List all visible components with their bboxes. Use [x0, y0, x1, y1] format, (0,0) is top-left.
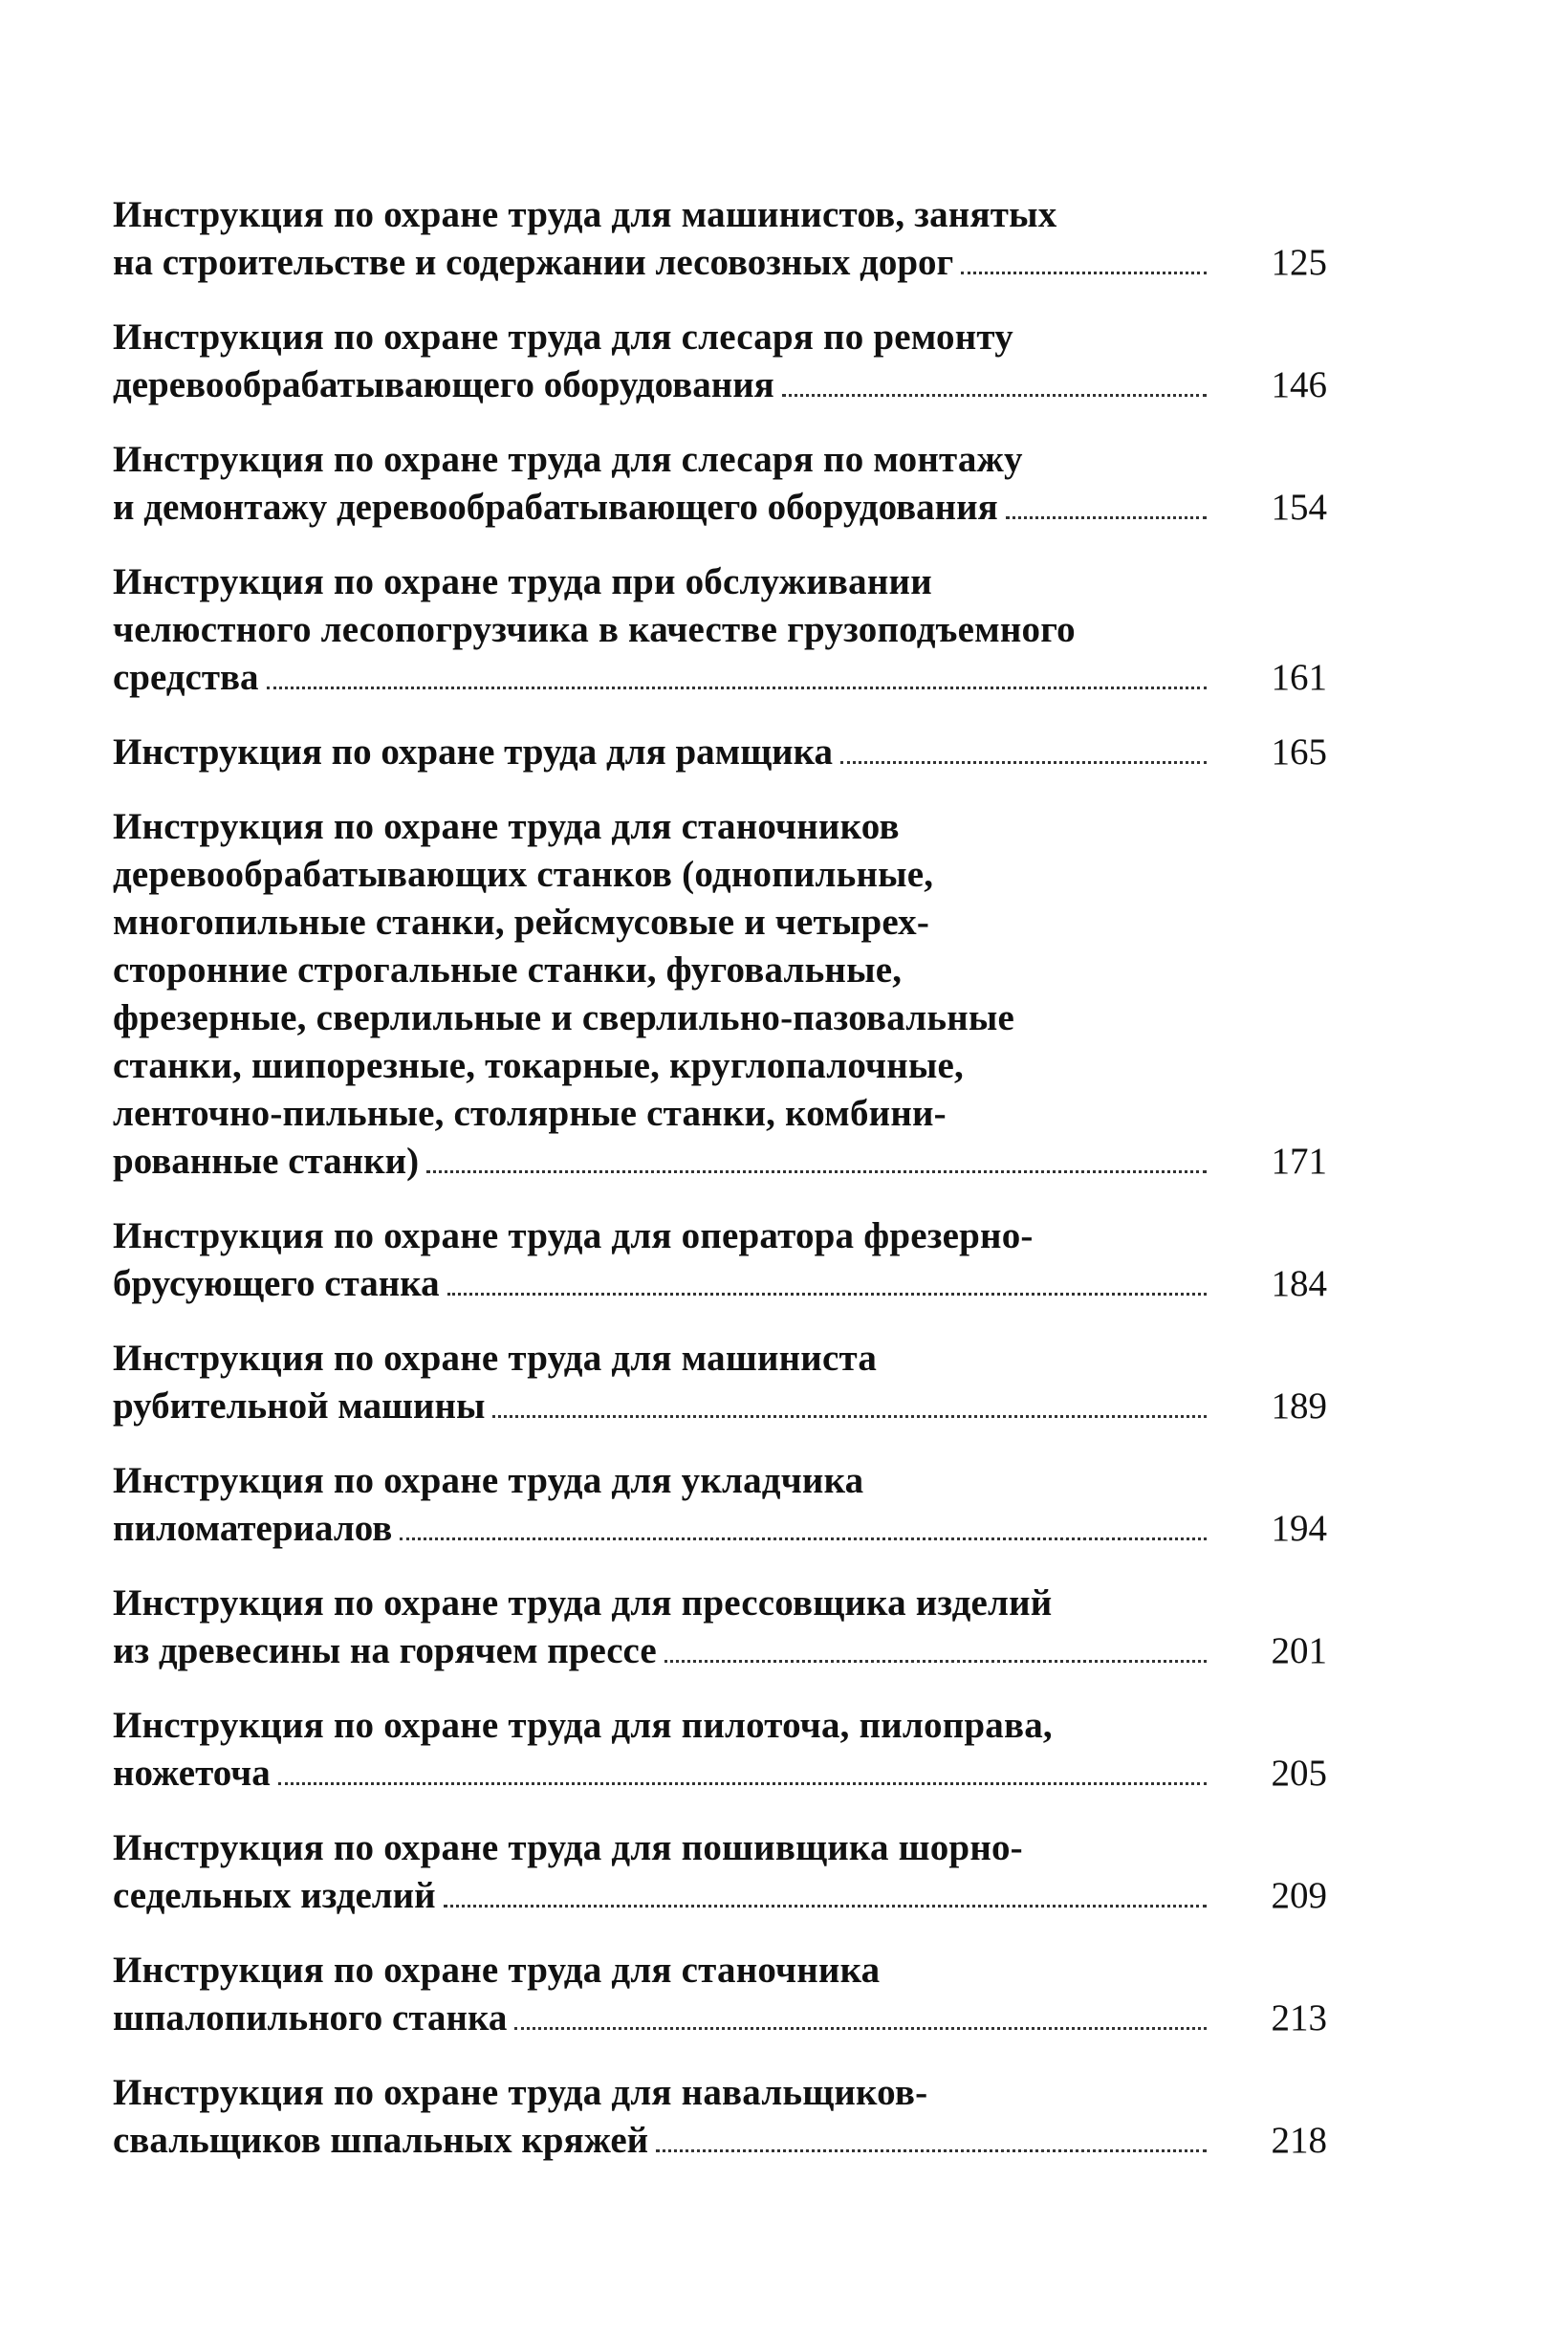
dot-leader [278, 1781, 1207, 1785]
toc-entry-title-line: ленточно-пильные, столярные станки, комбини- [113, 1093, 947, 1134]
toc-page-number: 171 [1271, 1141, 1327, 1182]
toc-entry-title-line: средства [113, 657, 259, 698]
toc-entry-title-line: Инструкция по охране труда для слесаря по монтажу [113, 439, 1023, 480]
toc-entry-title-line: пиломатериалов [113, 1508, 393, 1549]
toc-entry-title-line: Инструкция по охране труда для пилоточа, пилоправа, [113, 1705, 1053, 1746]
toc-entry[interactable] [113, 1457, 1327, 1553]
toc-entry-last-line [113, 1260, 1212, 1308]
toc-entry-title-line: Инструкция по охране труда для навальщиков- [113, 2072, 928, 2113]
toc-entry-last-line [113, 1872, 1212, 1920]
toc-entry-last-line [113, 2117, 1212, 2165]
dot-leader [782, 393, 1207, 397]
toc-entry-title-line: седельных изделий [113, 1875, 436, 1916]
toc-entry-last-line [113, 239, 1212, 287]
toc-entry-last-line [113, 1138, 1212, 1186]
dot-leader [444, 1904, 1207, 1908]
toc-entry[interactable] [113, 1212, 1327, 1308]
dot-leader [447, 1292, 1207, 1296]
toc-entry[interactable] [113, 1702, 1327, 1798]
dot-leader [492, 1414, 1207, 1418]
toc-entry-title-line: на строительстве и содержании лесовозных дорог [113, 242, 954, 283]
toc-entry-last-line [113, 484, 1212, 532]
dot-leader [1006, 515, 1207, 519]
toc-entry-title-line: шпалопильного станка [113, 1997, 508, 2039]
toc-entry[interactable] [113, 729, 1327, 776]
toc-entry-last-line [113, 361, 1212, 409]
toc-entry-last-line [113, 1505, 1212, 1553]
toc-entry-last-line [113, 1750, 1212, 1798]
toc-page-number: 201 [1271, 1630, 1327, 1671]
toc-entry[interactable] [113, 314, 1327, 409]
toc-entry-title-line: Инструкция по охране труда для оператора фрезерно- [113, 1215, 1034, 1256]
toc-entry[interactable] [113, 1580, 1327, 1675]
toc-entry-title-line: рубительной машины [113, 1385, 486, 1427]
toc-entry-last-line [113, 1995, 1212, 2042]
dot-leader [267, 686, 1207, 689]
toc-entry-title-line: Инструкция по охране труда для машинистов, занятых [113, 194, 1057, 235]
dot-leader [514, 2026, 1207, 2030]
toc-entry-title-line: из древесины на горячем прессе [113, 1630, 657, 1671]
toc-entry-last-line [113, 1383, 1212, 1430]
toc-entry-title-line: фрезерные, сверлильные и сверлильно-пазовальные [113, 997, 1015, 1038]
dot-leader [400, 1537, 1207, 1540]
toc-entry-title-line: Инструкция по охране труда для прессовщика изделий [113, 1582, 1053, 1624]
toc-entry-title-line: и демонтажу деревообрабатывающего оборудования [113, 487, 998, 528]
toc-entry-title-line: Инструкция по охране труда для укладчика [113, 1460, 864, 1501]
toc-entry[interactable] [113, 803, 1327, 1186]
toc-entry-title-line: Инструкция по охране труда для слесаря по ремонту [113, 316, 1013, 358]
dot-leader [840, 760, 1207, 764]
toc-page-number: 205 [1271, 1753, 1327, 1794]
toc-entry-title-line: станки, шипорезные, токарные, круглопалочные, [113, 1045, 964, 1086]
toc-entry[interactable] [113, 191, 1327, 287]
toc-page-number: 165 [1271, 731, 1327, 773]
toc-entry-title-line: Инструкция по охране труда для станочника [113, 1950, 881, 1991]
toc-entry-title-line: рованные станки) [113, 1141, 420, 1182]
toc-page-number: 125 [1271, 242, 1327, 283]
toc-entry-title-line: сторонние строгальные станки, фуговальные, [113, 949, 903, 991]
dot-leader [961, 271, 1207, 274]
toc-entry-title-line: Инструкция по охране труда для пошивщика шорно- [113, 1827, 1023, 1868]
toc-entry[interactable] [113, 1824, 1327, 1920]
table-of-contents [113, 191, 1327, 2191]
toc-entry[interactable] [113, 558, 1327, 702]
toc-entry-title-line: Инструкция по охране труда при обслуживании [113, 561, 932, 602]
toc-entry[interactable] [113, 1947, 1327, 2042]
toc-entry[interactable] [113, 1335, 1327, 1430]
toc-page-number: 161 [1271, 657, 1327, 698]
toc-page-number: 184 [1271, 1263, 1327, 1304]
toc-entry[interactable] [113, 436, 1327, 532]
dot-leader [664, 1659, 1207, 1663]
toc-entry-title-line: Инструкция по охране труда для рамщика [113, 731, 833, 773]
toc-entry-title-line: брусующего станка [113, 1263, 440, 1304]
dot-leader [656, 2148, 1207, 2152]
toc-entry-title-line: деревообрабатывающих станков (однопильные, [113, 854, 934, 895]
toc-entry-title-line: ножеточа [113, 1753, 271, 1794]
toc-entry-title-line: многопильные станки, рейсмусовые и четырех- [113, 902, 930, 943]
toc-entry-last-line [113, 654, 1212, 702]
toc-entry-title-line: челюстного лесопогрузчика в качестве грузоподъемного [113, 609, 1076, 650]
toc-entry-title-line: деревообрабатывающего оборудования [113, 364, 774, 405]
toc-page-number: 154 [1271, 487, 1327, 528]
toc-entry-last-line [113, 1627, 1212, 1675]
toc-page-number: 213 [1271, 1997, 1327, 2039]
toc-entry-title-line: Инструкция по охране труда для машиниста [113, 1338, 878, 1379]
toc-page-number: 189 [1271, 1385, 1327, 1427]
toc-page-number: 209 [1271, 1875, 1327, 1916]
toc-entry-title-line: свальщиков шпальных кряжей [113, 2120, 649, 2161]
toc-entry[interactable] [113, 2069, 1327, 2165]
toc-page-number: 194 [1271, 1508, 1327, 1549]
dot-leader [426, 1169, 1207, 1173]
toc-entry-last-line [113, 729, 1212, 776]
toc-entry-title-line: Инструкция по охране труда для станочников [113, 806, 900, 847]
toc-page-number: 218 [1271, 2120, 1327, 2161]
toc-page-number: 146 [1271, 364, 1327, 405]
